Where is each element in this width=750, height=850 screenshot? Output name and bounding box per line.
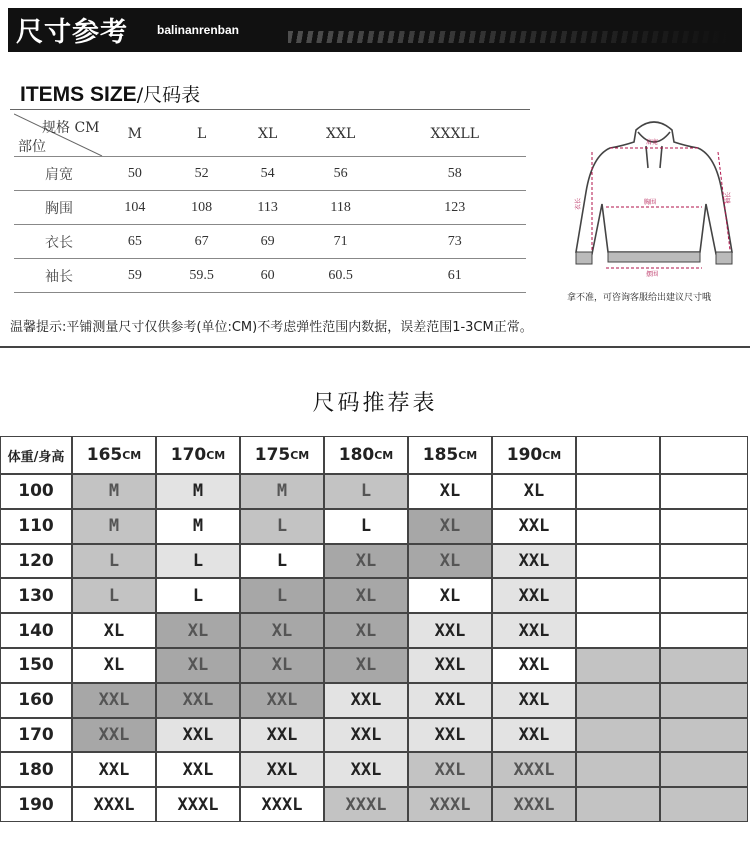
size-cell (492, 718, 576, 753)
size-value: XXL (98, 690, 130, 711)
weight-label: 160 (0, 683, 72, 718)
size-cell (156, 613, 240, 648)
size-value: XXL (518, 550, 550, 571)
size-value: XL (187, 655, 209, 676)
size-value: XXL (434, 655, 466, 676)
empty-cell (576, 648, 660, 683)
size-value: XXL (98, 724, 130, 745)
height-value: 185 (422, 445, 459, 465)
height-value: 190 (506, 445, 543, 465)
empty-cell (660, 718, 748, 753)
size-value: XXL (434, 620, 466, 641)
size-value: XXL (98, 759, 130, 780)
size-value: XXL (518, 690, 550, 711)
weight-label: 130 (0, 578, 72, 613)
size-value: XXL (434, 759, 466, 780)
hoodie-measurement-diagram (566, 112, 742, 282)
table-row (14, 191, 526, 225)
size-value: XL (187, 620, 209, 641)
size-value: XXXL (513, 794, 555, 815)
size-value: XL (355, 655, 377, 676)
size-cell (408, 787, 492, 822)
size-cell (156, 718, 240, 753)
recommend-title: 尺码推荐表 (312, 391, 438, 416)
brand-name: balinanrenban (157, 23, 240, 37)
size-recommend-table (0, 436, 750, 822)
size-cell (492, 578, 576, 613)
size-value: XL (103, 620, 125, 641)
corner-spec-label: 规格 CM (42, 120, 100, 136)
size-value: XL (271, 655, 293, 676)
size-value: XXL (518, 724, 550, 745)
size-value: M (108, 481, 120, 502)
height-value: 165 (86, 445, 123, 465)
size-value: XL (355, 585, 377, 606)
table-cell: 113 (238, 191, 298, 225)
size-cell (240, 787, 324, 822)
empty-cell (576, 613, 660, 648)
height-unit: CM (122, 448, 142, 462)
empty-cell (660, 752, 748, 787)
empty-cell (576, 683, 660, 718)
size-value: XXXL (93, 794, 135, 815)
size-value: XXXL (345, 794, 387, 815)
size-cell (324, 578, 408, 613)
size-cell (240, 683, 324, 718)
height-unit: CM (206, 448, 226, 462)
row-label: 肩宽 (14, 157, 104, 191)
empty-cell (660, 648, 748, 683)
weight-label: 120 (0, 544, 72, 579)
corner-part-label: 部位 (18, 139, 46, 155)
size-cell (492, 474, 576, 509)
height-unit: CM (290, 448, 310, 462)
table-cell: 61 (384, 259, 526, 293)
size-cell (240, 578, 324, 613)
size-value: XL (439, 516, 461, 537)
empty-cell (576, 787, 660, 822)
size-cell (72, 509, 156, 544)
size-value: XL (523, 481, 545, 502)
empty-cell (660, 436, 748, 474)
size-value: XL (103, 655, 125, 676)
size-value: XXL (518, 585, 550, 606)
hoodie-label-shoulder: 肩宽 (646, 139, 659, 146)
size-value: L (276, 550, 288, 571)
size-value: L (360, 516, 372, 537)
empty-cell (660, 474, 748, 509)
height-unit: CM (458, 448, 478, 462)
empty-cell (660, 683, 748, 718)
size-cell (492, 509, 576, 544)
size-value: L (108, 550, 120, 571)
size-cell (240, 613, 324, 648)
table-cell: 71 (298, 225, 384, 259)
height-value: 180 (338, 445, 375, 465)
size-cell (156, 683, 240, 718)
size-value: XXXL (429, 794, 471, 815)
size-value: M (192, 481, 204, 502)
row-label: 胸围 (14, 191, 104, 225)
size-cell (408, 474, 492, 509)
size-cell (72, 787, 156, 822)
items-size-title-en: ITEMS SIZE (20, 83, 137, 106)
empty-cell (660, 613, 748, 648)
size-value: L (108, 585, 120, 606)
weight-label: 190 (0, 787, 72, 822)
hoodie-label-hem: 摆围 (646, 271, 659, 278)
table-row (14, 259, 526, 293)
banner-title: 尺寸参考 (16, 17, 128, 48)
size-cell (492, 648, 576, 683)
empty-cell (576, 718, 660, 753)
size-cell (72, 648, 156, 683)
size-cell (324, 752, 408, 787)
size-value: XXL (266, 690, 298, 711)
table-cell: 52 (166, 157, 238, 191)
size-cell (408, 718, 492, 753)
header-banner (0, 0, 750, 58)
size-value: XXL (350, 690, 382, 711)
size-cell (408, 648, 492, 683)
items-size-title-cn: /尺码表 (136, 84, 201, 106)
size-cell (156, 544, 240, 579)
size-cell (72, 752, 156, 787)
table-cell: 69 (238, 225, 298, 259)
size-cell (324, 613, 408, 648)
empty-cell (660, 787, 748, 822)
size-value: XXXL (513, 759, 555, 780)
size-value: XXL (518, 655, 550, 676)
size-cell (240, 544, 324, 579)
height-value: 175 (254, 445, 291, 465)
weight-label: 110 (0, 509, 72, 544)
size-value: L (360, 481, 372, 502)
size-value: M (192, 516, 204, 537)
size-value: L (276, 516, 288, 537)
size-value: XXL (434, 690, 466, 711)
size-col-l: L (166, 112, 238, 157)
row-label: 袖长 (14, 259, 104, 293)
size-cell (324, 509, 408, 544)
size-value: M (276, 481, 288, 502)
size-col-xl: XL (238, 112, 298, 157)
size-value: L (192, 585, 204, 606)
size-cell (156, 474, 240, 509)
size-cell (408, 752, 492, 787)
size-cell (72, 683, 156, 718)
weight-label: 150 (0, 648, 72, 683)
weight-label: 140 (0, 613, 72, 648)
size-cell (156, 752, 240, 787)
table-cell: 60.5 (298, 259, 384, 293)
height-header (324, 436, 408, 474)
size-cell (408, 683, 492, 718)
size-value: XXL (518, 516, 550, 537)
empty-cell (660, 509, 748, 544)
table-cell: 59 (104, 259, 166, 293)
table-cell: 67 (166, 225, 238, 259)
size-value: XL (355, 620, 377, 641)
table-cell: 104 (104, 191, 166, 225)
size-value: XXL (266, 759, 298, 780)
empty-cell (660, 578, 748, 613)
table-row (14, 157, 526, 191)
size-table-corner (14, 112, 104, 157)
size-cell (408, 578, 492, 613)
size-value: XXL (518, 620, 550, 641)
table-cell: 56 (298, 157, 384, 191)
size-col-m: M (104, 112, 166, 157)
size-table (14, 112, 526, 293)
height-header (156, 436, 240, 474)
size-cell (72, 544, 156, 579)
height-header (72, 436, 156, 474)
size-value: XXL (266, 724, 298, 745)
size-cell (72, 718, 156, 753)
size-cell (240, 718, 324, 753)
size-value: XXL (350, 759, 382, 780)
size-value: M (108, 516, 120, 537)
size-cell (72, 578, 156, 613)
table-cell: 123 (384, 191, 526, 225)
size-cell (492, 787, 576, 822)
height-unit: CM (374, 448, 394, 462)
size-cell (324, 648, 408, 683)
size-cell (408, 509, 492, 544)
size-cell (408, 613, 492, 648)
table-cell: 58 (384, 157, 526, 191)
hoodie-note: 拿不准，可咨询客服给出建议尺寸哦 (567, 293, 712, 303)
size-cell (240, 509, 324, 544)
weight-label: 170 (0, 718, 72, 753)
size-cell (324, 683, 408, 718)
empty-cell (576, 544, 660, 579)
hoodie-label-chest: 胸围 (644, 199, 657, 206)
size-cell (324, 474, 408, 509)
table-cell: 108 (166, 191, 238, 225)
size-value: XL (439, 550, 461, 571)
size-value: XL (355, 550, 377, 571)
size-value: XXXL (261, 794, 303, 815)
size-table-header-row (14, 112, 526, 157)
hoodie-label-sleeve: 袖长 (725, 191, 732, 204)
weight-label: 100 (0, 474, 72, 509)
size-cell (324, 544, 408, 579)
size-cell (492, 613, 576, 648)
size-value: XXL (182, 724, 214, 745)
table-row (14, 225, 526, 259)
table-cell: 118 (298, 191, 384, 225)
table-cell: 59.5 (166, 259, 238, 293)
size-value: XL (439, 585, 461, 606)
size-value: L (276, 585, 288, 606)
size-value: XL (271, 620, 293, 641)
empty-cell (576, 509, 660, 544)
size-cell (240, 648, 324, 683)
empty-cell (576, 752, 660, 787)
size-col-xxl: XXL (298, 112, 384, 157)
measurement-tip: 温馨提示:平铺测量尺寸仅供参考(单位:CM)不考虑弹性范围内数据，误差范围1-3CM正常。 (10, 320, 533, 335)
banner-fade-decoration (288, 28, 728, 46)
size-cell (72, 613, 156, 648)
size-value: XXL (182, 690, 214, 711)
table-cell: 65 (104, 225, 166, 259)
hoodie-label-length: 衣长 (575, 197, 582, 210)
size-value: XXL (182, 759, 214, 780)
size-col-xxxll: XXXLL (384, 112, 526, 157)
table-cell: 50 (104, 157, 166, 191)
weight-label: 180 (0, 752, 72, 787)
size-cell (72, 474, 156, 509)
height-unit: CM (542, 448, 562, 462)
size-cell (240, 474, 324, 509)
size-value: XXXL (177, 794, 219, 815)
empty-cell (576, 578, 660, 613)
recommend-corner-label: 体重/身高 (0, 436, 72, 474)
height-header (240, 436, 324, 474)
size-cell (156, 648, 240, 683)
size-cell (408, 544, 492, 579)
divider (10, 109, 530, 110)
size-cell (324, 787, 408, 822)
size-value: XXL (434, 724, 466, 745)
size-cell (156, 509, 240, 544)
size-cell (324, 718, 408, 753)
size-cell (492, 752, 576, 787)
table-cell: 54 (238, 157, 298, 191)
size-value: XXL (350, 724, 382, 745)
height-value: 170 (170, 445, 207, 465)
table-cell: 73 (384, 225, 526, 259)
empty-cell (576, 436, 660, 474)
size-value: L (192, 550, 204, 571)
size-cell (240, 752, 324, 787)
height-header (408, 436, 492, 474)
empty-cell (660, 544, 748, 579)
height-header (492, 436, 576, 474)
section-divider (0, 346, 750, 348)
table-cell: 60 (238, 259, 298, 293)
size-cell (492, 544, 576, 579)
empty-cell (576, 474, 660, 509)
size-cell (156, 787, 240, 822)
row-label: 衣长 (14, 225, 104, 259)
items-size-title (20, 80, 200, 107)
size-cell (492, 683, 576, 718)
size-value: XL (439, 481, 461, 502)
size-cell (156, 578, 240, 613)
